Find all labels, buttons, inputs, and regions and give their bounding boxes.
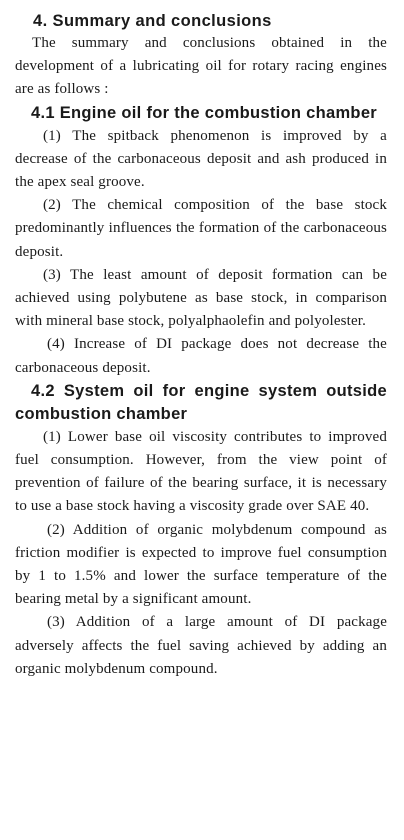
conclusion-4-2-item-3: (3) Addition of a large amount of DI package adversely affects the fuel saving achieved by adding an organic molybdenum compound. <box>15 614 387 677</box>
section-heading: 4. Summary and conclusions <box>33 12 272 30</box>
conclusion-4-2-item-2: (2) Addition of organic molybdenum compound as friction modifier is expected to improve fuel consumption by 1 to 1.5% and lower the surface temperature of the bearing metal by a significant amount. <box>15 521 387 608</box>
conclusion-4-1-item-2: (2) The chemical composition of the base stock predominantly influences the formation of the carbonaceous deposit. <box>15 197 387 260</box>
conclusion-4-1-item-4: (4) Increase of DI package does not decrease the carbonaceous deposit. <box>15 336 387 376</box>
subsection-4-2-heading <box>15 380 387 426</box>
conclusion-4-1-item-3: (3) The least amount of deposit formation can be achieved using polybutene as base stock, in comparison with mineral base stock, polyalphaolefin and polyolester. <box>15 266 387 330</box>
section-intro-paragraph: The summary and conclusions obtained in the development of a lubricating oil for rotary racing engines are as follows : <box>15 35 387 98</box>
subsection-4-1-heading-text: 4.1 Engine oil for the combustion chamber <box>31 103 378 122</box>
conclusion-4-2-item-1: (1) Lower base oil viscosity contributes to improved fuel consumption. However, from the view point of prevention of failure of the bearing surface, it is necessary to use a base stock having a viscosity grade over SAE 40. <box>15 428 387 515</box>
document-page <box>15 10 387 681</box>
subsection-4-1-heading <box>15 102 387 125</box>
conclusion-4-1-item-1: (1) The spitback phenomenon is improved by a decrease of the carbonaceous deposit and ash produced in the apex seal groove. <box>15 127 387 191</box>
subsection-4-2-heading-text: 4.2 System oil for engine system outside combustion chamber <box>15 381 387 423</box>
